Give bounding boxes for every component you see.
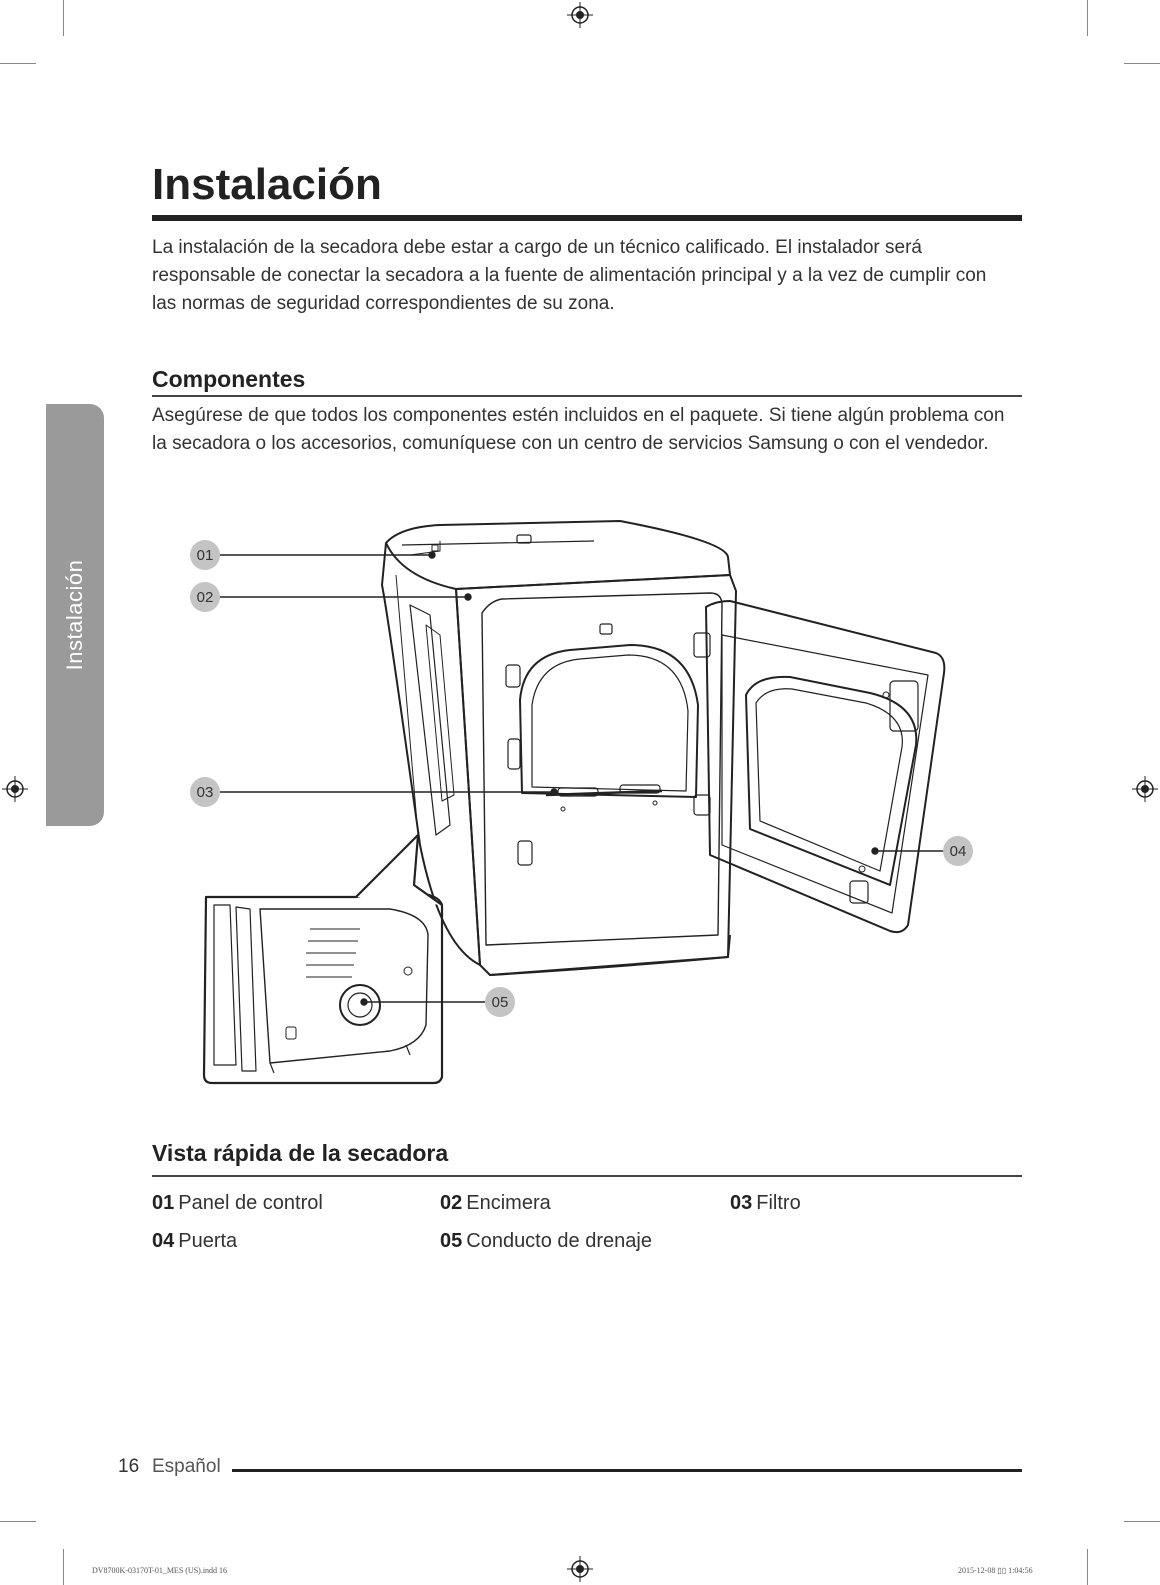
quick-view-rule (152, 1175, 1022, 1177)
crop-mark (63, 0, 64, 36)
components-paragraph: Asegúrese de que todos los componentes estén incluidos en el paquete. Si tiene algún problema con la secadora o los accesorios, comuníquese con un centro de servicios Samsung o con el vendedor. (152, 405, 1005, 454)
intro-paragraph: La instalación de la secadora debe estar a cargo de un técnico calificado. El instalador será responsable de conectar la secadora a la fuente de alimentación principal y a la vez de cumplir con las normas de seguridad correspondientes de su zona. (152, 237, 987, 314)
title-rule (152, 215, 1022, 221)
callout-03 (190, 777, 220, 807)
legend-item (440, 1230, 652, 1253)
quick-view-heading: Vista rápida de la secadora (152, 1140, 449, 1166)
callout-04-label: 04 (949, 843, 967, 860)
page-title: Instalación (152, 160, 382, 209)
legend-label: Conducto de drenaje (466, 1230, 652, 1252)
legend-num: 04 (152, 1230, 175, 1252)
legend-num: 01 (152, 1192, 175, 1214)
crop-mark (1124, 63, 1160, 64)
legend-label: Puerta (178, 1230, 238, 1252)
legend-item (730, 1192, 801, 1215)
legend-num: 02 (440, 1192, 463, 1214)
legend-num: 05 (440, 1230, 463, 1252)
legend-item (440, 1192, 551, 1215)
print-slug-left: DV8700K-03170T-01_MES (US).indd 16 (92, 1566, 228, 1575)
section-side-tab (46, 404, 104, 826)
crop-mark (0, 1521, 36, 1522)
callout-02 (190, 582, 220, 612)
callout-05-label: 05 (491, 994, 509, 1011)
registration-mark-icon (2, 776, 28, 802)
footer-rule (232, 1469, 1022, 1472)
callout-05 (485, 987, 515, 1017)
callout-02-label: 02 (196, 589, 214, 606)
registration-mark-icon (567, 1556, 593, 1582)
components-heading: Componentes (152, 366, 306, 392)
callout-01 (190, 540, 220, 570)
legend-label: Panel de control (178, 1192, 323, 1214)
legend-label: Encimera (466, 1192, 551, 1214)
crop-mark (1087, 1549, 1088, 1585)
page-number: 16 (118, 1456, 140, 1477)
legend-num: 03 (730, 1192, 753, 1214)
footer-language: Español (152, 1456, 221, 1477)
print-slug-right: 2015-12-08 ▯▯ 1:04:56 (958, 1566, 1033, 1575)
registration-mark-icon (567, 2, 593, 28)
dryer-diagram (150, 505, 1030, 1095)
components-rule (152, 395, 1022, 397)
legend-item (152, 1230, 237, 1253)
crop-mark (63, 1549, 64, 1585)
crop-mark (1124, 1521, 1160, 1522)
side-tab-label: Instalación (62, 559, 87, 671)
legend-label: Filtro (756, 1192, 801, 1214)
callout-04 (943, 836, 973, 866)
crop-mark (1087, 0, 1088, 36)
legend-item (152, 1192, 323, 1215)
callout-01-label: 01 (196, 547, 214, 564)
registration-mark-icon (1132, 776, 1158, 802)
callout-03-label: 03 (196, 784, 214, 801)
crop-mark (0, 63, 36, 64)
